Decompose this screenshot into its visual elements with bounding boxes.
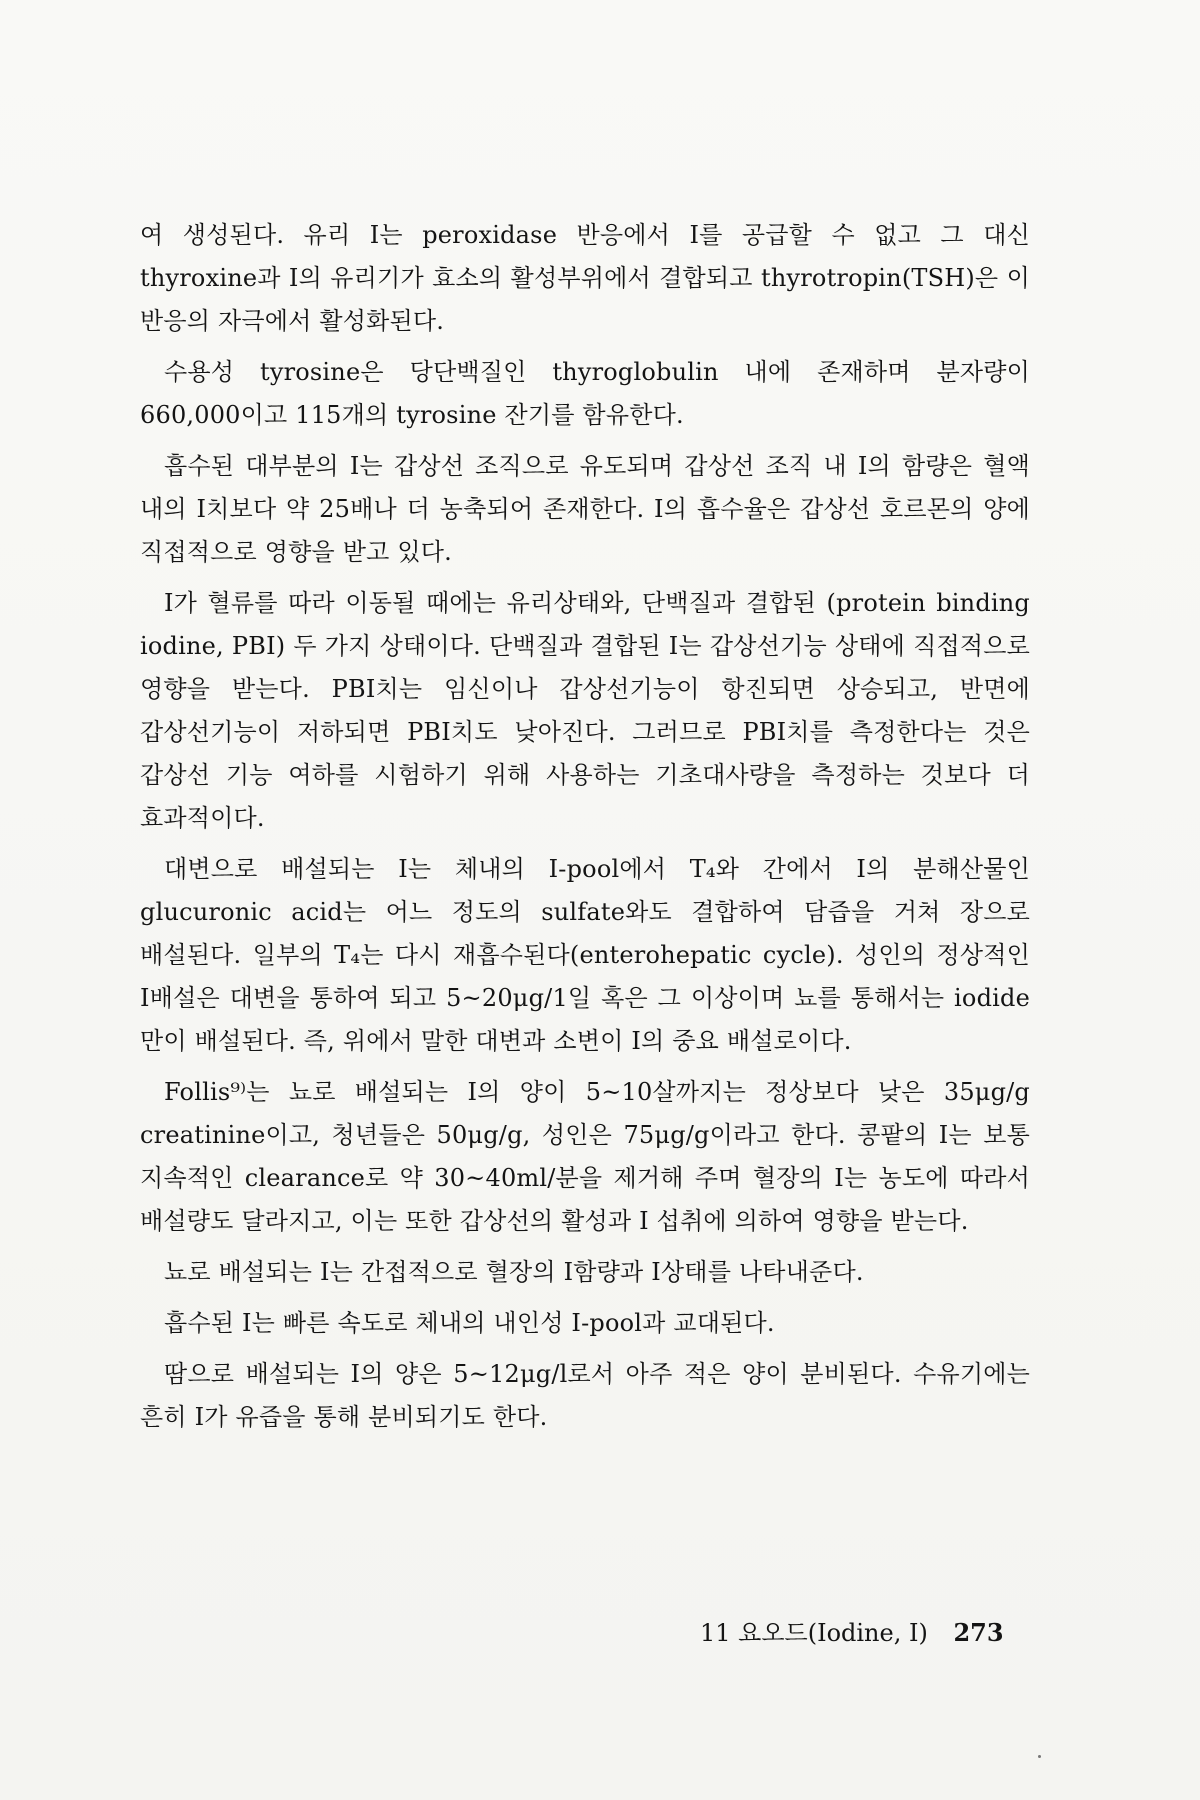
paragraph-1: 여 생성된다. 유리 I는 peroxidase 반응에서 I를 공급할 수 없고 그 대신 thyroxine과 I의 유리기가 효소의 활성부위에서 결합되고 thyrotropin(TSH)은 이 반응의 자극에서 활성화된다.	[140, 221, 1030, 335]
paragraph-3: 흡수된 대부분의 I는 갑상선 조직으로 유도되며 갑상선 조직 내 I의 함량은 혈액 내의 I치보다 약 25배나 더 농축되어 존재한다. I의 흡수율은 갑상선 호르몬의 양에 직접적으로 영향을 받고 있다.	[140, 452, 1030, 566]
paragraph-8: 흡수된 I는 빠른 속도로 체내의 내인성 I-pool과 교대된다.	[164, 1309, 775, 1337]
running-footer	[700, 1618, 1004, 1648]
paragraph-9: 땀으로 배설되는 I의 양은 5~12μg/l로서 아주 적은 양이 분비된다. 수유기에는 흔히 I가 유즙을 통해 분비되기도 한다.	[140, 1360, 1030, 1431]
paragraph-6: Follis⁹⁾는 뇨로 배설되는 I의 양이 5~10살까지는 정상보다 낮은 35μg/g creatinine이고, 청년들은 50μg/g, 성인은 75μg/g이라고 한다. 콩팥의 I는 보통 지속적인 clearance로 약 30~40ml/분을 제거해 주며 혈장의 I는 농도에 따라서 배설량도 달라지고, 이는 또한 갑상선의 활성과 I 섭취에 의하여 영향을 받는다.	[140, 1078, 1030, 1235]
paragraph-7: 뇨로 배설되는 I는 간접적으로 혈장의 I함량과 I상태를 나타내준다.	[164, 1258, 864, 1286]
scan-speck	[1038, 1755, 1041, 1758]
paragraph-2: 수용성 tyrosine은 당단백질인 thyroglobulin 내에 존재하며 분자량이 660,000이고 115개의 tyrosine 잔기를 함유한다.	[140, 358, 1030, 429]
paragraph-4: I가 혈류를 따라 이동될 때에는 유리상태와, 단백질과 결합된 (protein binding iodine, PBI) 두 가지 상태이다. 단백질과 결합된 I는 갑상선기능 상태에 직접적으로 영향을 받는다. PBI치는 임신이나 갑상선기능이 항진되면 상승되고, 반면에 갑상선기능이 저하되면 PBI치도 낮아진다. 그러므로 PBI치를 측정한다는 것은 갑상선 기능 여하를 시험하기 위해 사용하는 기초대사량을 측정하는 것보다 더 효과적이다.	[140, 589, 1030, 832]
paragraph-5: 대변으로 배설되는 I는 체내의 I-pool에서 T₄와 간에서 I의 분해산물인 glucuronic acid는 어느 정도의 sulfate와도 결합하여 담즙을 거쳐 장으로 배설된다. 일부의 T₄는 다시 재흡수된다(enterohepatic cycle). 성인의 정상적인 I배설은 대변을 통하여 되고 5~20μg/1일 혹은 그 이상이며 뇨를 통해서는 iodide 만이 배설된다. 즉, 위에서 말한 대변과 소변이 I의 중요 배설로이다.	[140, 855, 1030, 1055]
chapter-title: 11 요오드(Iodine, I)	[700, 1619, 928, 1647]
page-number: 273	[953, 1618, 1004, 1647]
body-text	[140, 214, 1030, 1447]
